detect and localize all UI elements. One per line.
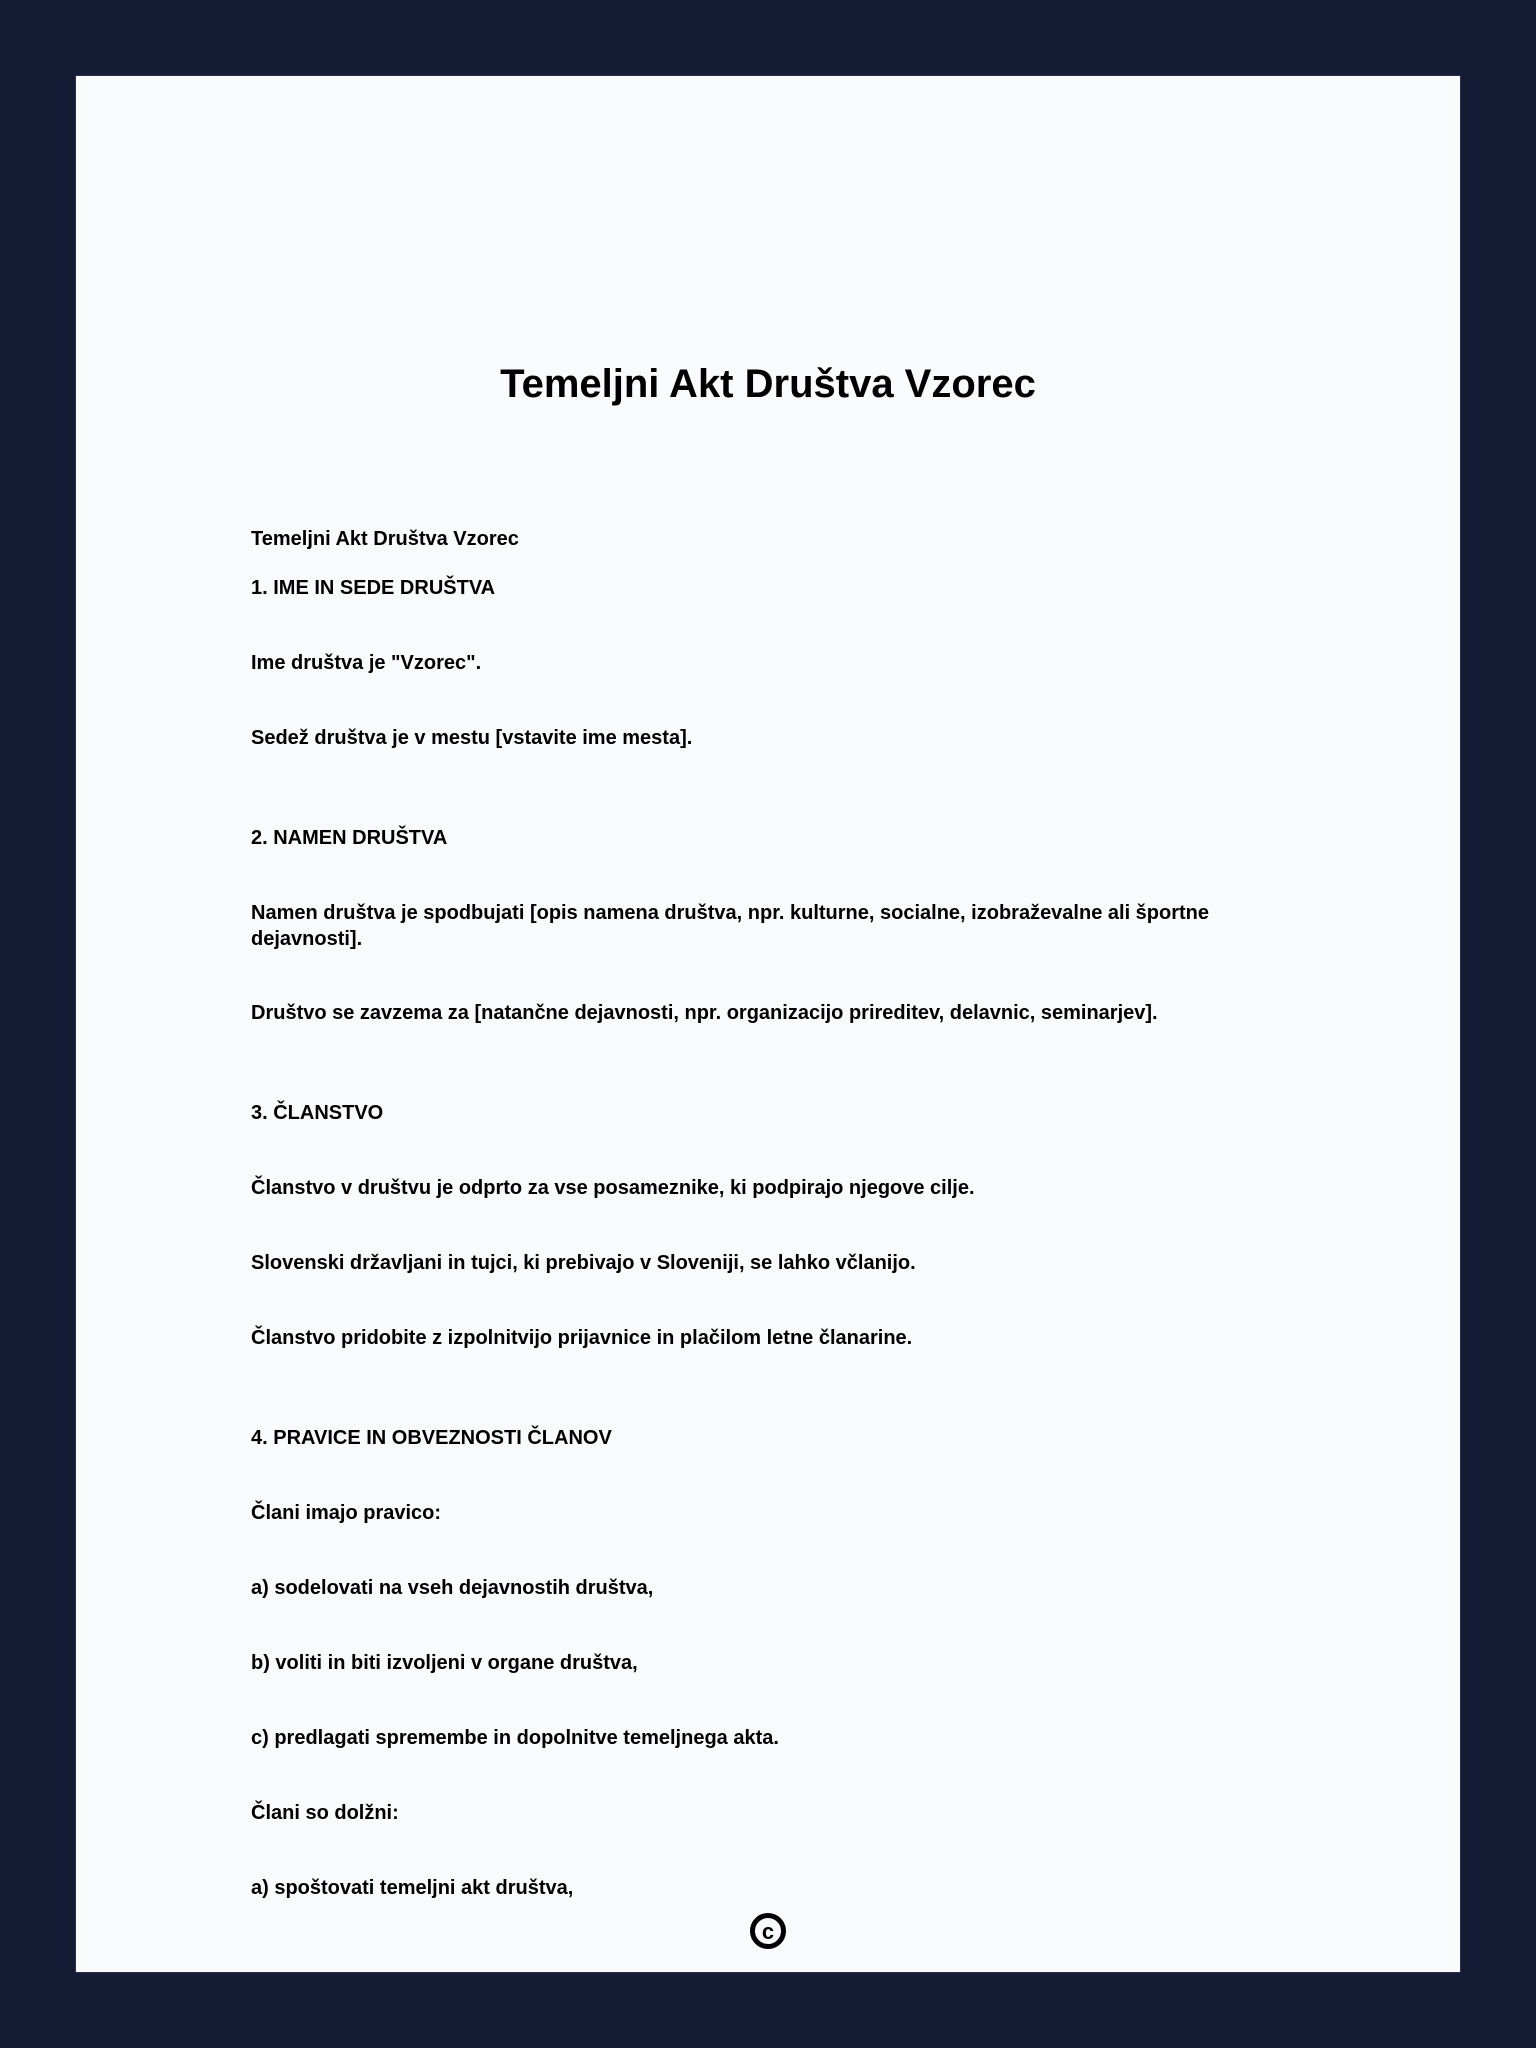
list-item: b) voliti in biti izvoljeni v organe društva, [251,1652,638,1674]
paragraph: Članstvo pridobite z izpolnitvijo prijavnice in plačilom letne članarine. [251,1327,913,1349]
section-heading-1: 1. IME IN SEDE DRUŠTVA [251,577,496,599]
footer [76,1902,1460,1952]
document-title: Temeljni Akt Društva Vzorec [500,362,1036,406]
paragraph: Društvo se zavzema za [natančne dejavnosti, npr. organizacijo prireditev, delavnic, seminarjev]. [251,1002,1158,1024]
paragraph: Člani imajo pravico: [251,1502,442,1524]
list-item: a) spoštovati temeljni akt društva, [251,1877,574,1899]
section-heading-4: 4. PRAVICE IN OBVEZNOSTI ČLANOV [251,1427,612,1449]
section-heading-3: 3. ČLANSTVO [251,1102,384,1124]
paragraph: Slovenski državljani in tujci, ki prebivajo v Sloveniji, se lahko včlanijo. [251,1252,916,1274]
section-heading-2: 2. NAMEN DRUŠTVA [251,827,448,849]
document-page [75,75,1461,1973]
document-subtitle: Temeljni Akt Društva Vzorec [251,528,519,550]
list-item: c) predlagati spremembe in dopolnitve temeljnega akta. [251,1727,779,1749]
paragraph: Sedež društva je v mestu [vstavite ime mesta]. [251,727,693,749]
paragraph: Ime društva je "Vzorec". [251,652,482,674]
list-item: a) sodelovati na vseh dejavnostih društva, [251,1577,654,1599]
copyright-symbol: c [761,1918,775,1944]
paragraph: Člani so dolžni: [251,1802,399,1824]
copyright-icon [750,1913,786,1949]
paragraph: Članstvo v društvu je odprto za vse posameznike, ki podpirajo njegove cilje. [251,1177,975,1199]
paragraph: Namen društva je spodbujati [opis namena društva, npr. kulturne, socialne, izobraževalne ali športne dejavnosti]. [251,902,1210,950]
